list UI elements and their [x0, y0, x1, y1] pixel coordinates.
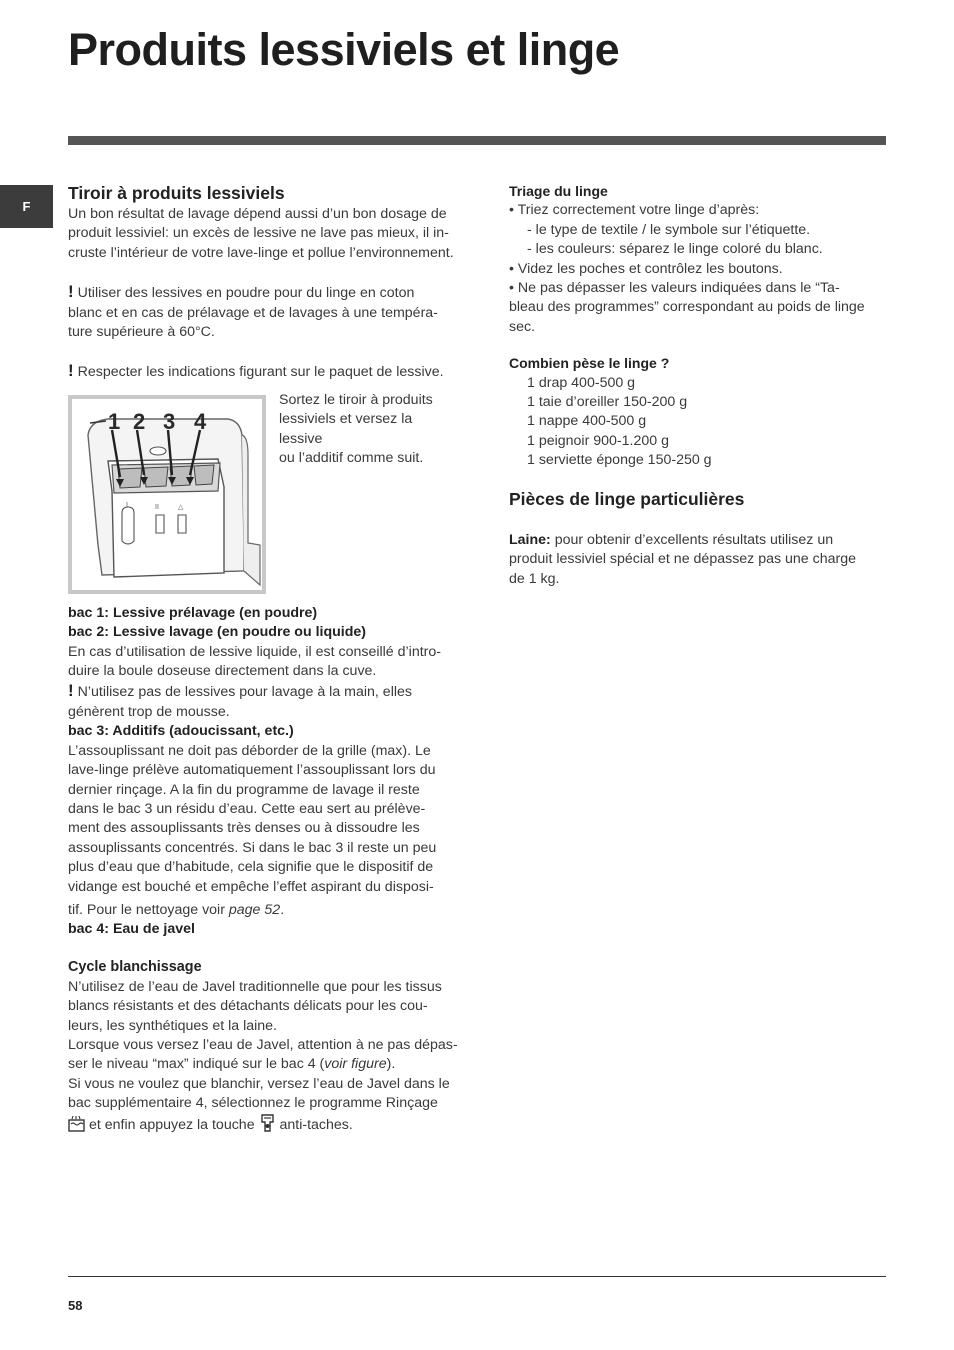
warning-mark: !: [68, 681, 74, 701]
triage-heading: Triage du linge: [509, 183, 608, 199]
left-column: [68, 181, 460, 1138]
laine-line-1: Laine: pour obtenir d’excellents résultats utilisez un: [509, 531, 834, 548]
svg-text:II: II: [155, 503, 159, 511]
svg-text:I: I: [126, 501, 128, 509]
warning-1-line-3: ture supérieure à 60°C.: [68, 324, 215, 341]
bac-2-line-1: En cas d’utilisation de lessive liquide, il est conseillé d’intro-: [68, 643, 442, 660]
rinse-program-icon: [68, 1115, 85, 1138]
detergent-drawer-illustration: [68, 395, 266, 594]
drawer-figure-row: [68, 391, 460, 594]
bac-4-label: bac 4: Eau de javel: [68, 921, 195, 938]
laine-line-2: produit lessiviel spécial et ne dépassez pas une charge: [509, 551, 857, 568]
figure-caption: Sortez le tiroir à produits lessiviels et versez la lessive ou l’additif comme suit.: [279, 391, 433, 467]
bac-3-line-8: vidange est bouché et empêche l’effet aspirant du disposi-: [68, 878, 434, 895]
tiroir-heading: Tiroir à produits lessiviels: [68, 183, 285, 203]
bac-1-label: bac 1: Lessive prélavage (en poudre): [68, 604, 318, 621]
bac-3-label: bac 3: Additifs (adoucissant, etc.): [68, 723, 294, 740]
bac-3-line-9: tif. Pour le nettoyage voir page 52.: [68, 901, 285, 918]
triage-bullet-3-line-1: • Ne pas dépasser les valeurs indiquées dans le “Ta-: [509, 280, 840, 297]
cycle-line-7: bac supplémentaire 4, sélectionnez le programme Rinçage: [68, 1095, 438, 1112]
warning-1-line-2: blanc et en cas de prélavage et de lavages à une tempéra-: [68, 304, 438, 321]
figure-label-2: 2: [133, 408, 146, 434]
stain-removal-key-icon: [259, 1114, 276, 1138]
cycle-line-3: leurs, les synthétiques et la laine.: [68, 1017, 277, 1034]
svg-text:△: △: [178, 503, 184, 511]
triage-bullet-3-line-2: bleau des programmes” correspondant au poids de linge: [509, 299, 865, 316]
poids-item: 1 drap 400-500 g: [527, 374, 636, 391]
bac-2-label: bac 2: Lessive lavage (en poudre ou liquide): [68, 624, 367, 641]
triage-sub-1: - le type de textile / le symbole sur l’étiquette.: [527, 221, 811, 238]
page-reference: page 52: [228, 901, 281, 918]
poids-item: 1 taie d’oreiller 150-200 g: [527, 394, 688, 411]
cycle-line-4: Lorsque vous versez l’eau de Javel, attention à ne pas dépas-: [68, 1036, 458, 1053]
cycle-line-6: Si vous ne voulez que blanchir, versez l’eau de Javel dans le: [68, 1075, 450, 1092]
triage-bullet-1: • Triez correctement votre linge d’après:: [509, 202, 760, 219]
bac-3-line-6: assouplissants concentrés. Si dans le bac 3 il reste un peu: [68, 839, 437, 856]
title-divider: [68, 136, 886, 145]
bac-3-line-1: L’assouplissant ne doit pas déborder de la grille (max). Le: [68, 742, 431, 759]
bac-3-line-3: dernier rinçage. A la fin du programme de lavage il reste: [68, 781, 420, 798]
triage-sub-2: - les couleurs: séparez le linge coloré du blanc.: [527, 241, 823, 258]
language-tab: F: [0, 185, 53, 228]
page-number: 58: [68, 1298, 83, 1313]
figure-label-3: 3: [163, 408, 176, 434]
cycle-line-8: et enfin appuyez la touche anti-taches.: [68, 1114, 460, 1138]
warning-1-line-1: ! Utiliser des lessives en poudre pour du linge en coton: [68, 282, 415, 302]
warning-2: ! Respecter les indications figurant sur le paquet de lessive.: [68, 361, 444, 381]
detergent-drawer-figure: [68, 395, 266, 594]
cycle-line-1: N’utilisez de l’eau de Javel traditionnelle que pour les tissus: [68, 978, 442, 995]
page-title: Produits lessiviels et linge: [68, 24, 620, 75]
figure-label-4: 4: [194, 408, 207, 434]
footer-divider: [68, 1276, 886, 1277]
cycle-line-5: ser le niveau “max” indiqué sur le bac 4 (voir figure).: [68, 1056, 396, 1073]
bac-3-line-5: ment des assouplissants très denses ou à dissoudre les: [68, 820, 420, 837]
bac-3-line-7: plus d’eau que d’habitude, cela signifie que le dispositif de: [68, 859, 434, 876]
warning-3-line-2: génèrent trop de mousse.: [68, 703, 230, 720]
bac-3-line-4: dans le bac 3 un résidu d’eau. Cette eau sert au prélève-: [68, 800, 426, 817]
cycle-heading: Cycle blanchissage: [68, 958, 202, 975]
warning-mark: !: [68, 282, 74, 302]
figure-label-1: 1: [108, 408, 121, 434]
poids-item: 1 nappe 400-500 g: [527, 413, 647, 430]
tiroir-line-1: Un bon résultat de lavage dépend aussi d’un bon dosage de: [68, 206, 447, 222]
triage-bullet-2: • Videz les poches et contrôlez les boutons.: [509, 260, 783, 277]
tiroir-line-2: produit lessiviel: un excès de lessive ne lave pas mieux, il in-: [68, 225, 449, 242]
triage-bullet-3-line-3: sec.: [509, 318, 536, 335]
bac-3-line-2: lave-linge prélève automatiquement l’assouplissant lors du: [68, 762, 436, 779]
warning-3-line-1: ! N’utilisez pas de lessives pour lavage à la main, elles: [68, 681, 412, 701]
pieces-heading: Pièces de linge particulières: [509, 488, 745, 509]
poids-heading: Combien pèse le linge ?: [509, 355, 670, 372]
laine-line-3: de 1 kg.: [509, 570, 560, 587]
bac-2-line-2: duire la boule doseuse directement dans la cuve.: [68, 663, 377, 680]
cycle-line-2: blancs résistants et des détachants délicats pour les cou-: [68, 998, 428, 1015]
tiroir-line-3: cruste l’intérieur de votre lave-linge et pollue l’environnement.: [68, 244, 454, 261]
right-column: [509, 182, 889, 589]
laine-label: Laine:: [509, 531, 551, 548]
warning-mark: !: [68, 361, 74, 381]
poids-item: 1 serviette éponge 150-250 g: [527, 452, 712, 469]
poids-item: 1 peignoir 900-1.200 g: [527, 432, 669, 449]
